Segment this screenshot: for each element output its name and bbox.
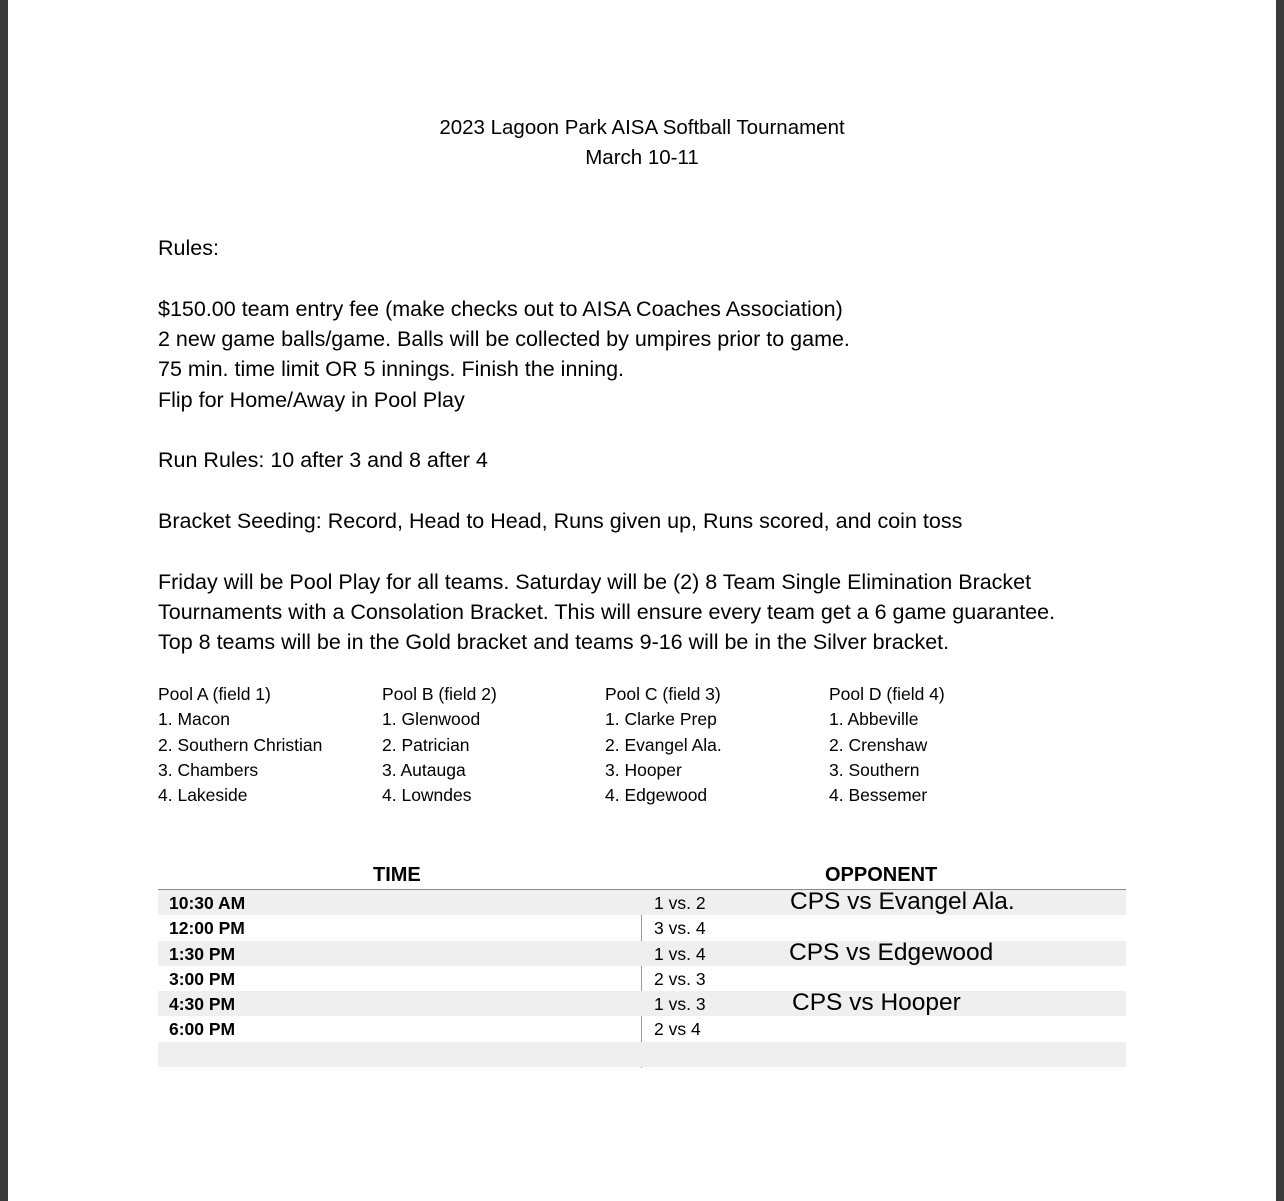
pool-team: 1. Clarke Prep <box>605 709 717 730</box>
pool-team: 2. Crenshaw <box>829 734 928 755</box>
pool-team: 1. Abbeville <box>829 709 919 730</box>
pool-name: Pool B (field 2) <box>382 684 497 704</box>
pool-team: 1. Glenwood <box>382 709 481 730</box>
pool-team: 3. Chambers <box>158 759 259 780</box>
document-dates: March 10-11 <box>585 146 699 169</box>
schedule-table <box>158 889 1126 1067</box>
format-line: Top 8 teams will be in the Gold bracket and teams 9-16 will be in the Silver bracket. <box>158 630 950 654</box>
pool-c <box>605 682 722 808</box>
game-time: 1:30 PM <box>169 943 236 964</box>
table-row <box>158 966 1126 991</box>
game-opponent: CPS vs Edgewood <box>789 938 994 966</box>
game-time: 12:00 PM <box>169 918 245 939</box>
pool-team: 3. Southern <box>829 759 920 780</box>
bracket-seeding: Bracket Seeding: Record, Head to Head, Runs given up, Runs scored, and coin toss <box>158 509 963 533</box>
pool-b <box>382 682 497 808</box>
pool-team: 3. Hooper <box>605 759 682 780</box>
rule-line: $150.00 team entry fee (make checks out to AISA Coaches Association) <box>158 297 843 321</box>
game-matchup: 1 vs. 3 <box>654 994 706 1015</box>
document-title: 2023 Lagoon Park AISA Softball Tournament <box>439 116 845 139</box>
pool-team: 2. Patrician <box>382 734 470 755</box>
pool-name: Pool D (field 4) <box>829 684 945 704</box>
rule-line: 75 min. time limit OR 5 innings. Finish the inning. <box>158 357 625 381</box>
pool-team: 2. Evangel Ala. <box>605 734 722 755</box>
game-matchup: 2 vs 4 <box>654 1019 701 1040</box>
game-matchup: 3 vs. 4 <box>654 918 706 939</box>
table-row <box>158 1042 1126 1067</box>
game-opponent: CPS vs Hooper <box>792 989 961 1017</box>
rule-line: 2 new game balls/game. Balls will be collected by umpires prior to game. <box>158 327 850 351</box>
rule-line: Flip for Home/Away in Pool Play <box>158 388 465 412</box>
pool-team: 4. Edgewood <box>605 785 708 806</box>
game-matchup: 2 vs. 3 <box>654 968 706 989</box>
table-row <box>158 1016 1126 1041</box>
run-rules: Run Rules: 10 after 3 and 8 after 4 <box>158 448 488 472</box>
game-time: 4:30 PM <box>169 994 236 1015</box>
pool-name: Pool A (field 1) <box>158 684 271 704</box>
rules-heading: Rules: <box>158 236 219 260</box>
table-row <box>158 938 1126 966</box>
pool-team: 1. Macon <box>158 709 230 730</box>
time-column-header: TIME <box>373 864 421 886</box>
pool-team: 4. Lowndes <box>382 785 472 806</box>
pool-team: 2. Southern Christian <box>158 734 323 755</box>
format-line: Friday will be Pool Play for all teams. Saturday will be (2) 8 Team Single Elimination Bracket <box>158 570 1032 594</box>
pool-d <box>829 682 945 808</box>
pool-team: 4. Bessemer <box>829 785 928 806</box>
pool-a <box>158 682 322 808</box>
format-line: Tournaments with a Consolation Bracket. This will ensure every team get a 6 game guarantee. <box>158 600 1056 624</box>
game-matchup: 1 vs. 4 <box>654 943 706 964</box>
pool-name: Pool C (field 3) <box>605 684 721 704</box>
game-time: 3:00 PM <box>169 968 236 989</box>
game-time: 6:00 PM <box>169 1019 236 1040</box>
document-page <box>8 0 1276 1201</box>
opponent-column-header: OPPONENT <box>825 864 938 886</box>
pool-team: 3. Autauga <box>382 759 466 780</box>
table-row <box>158 991 1126 1016</box>
game-opponent: CPS vs Evangel Ala. <box>790 888 1015 915</box>
table-row <box>158 890 1126 915</box>
pool-team: 4. Lakeside <box>158 785 248 806</box>
game-matchup: 1 vs. 2 <box>654 893 706 913</box>
game-time: 10:30 AM <box>169 893 246 913</box>
